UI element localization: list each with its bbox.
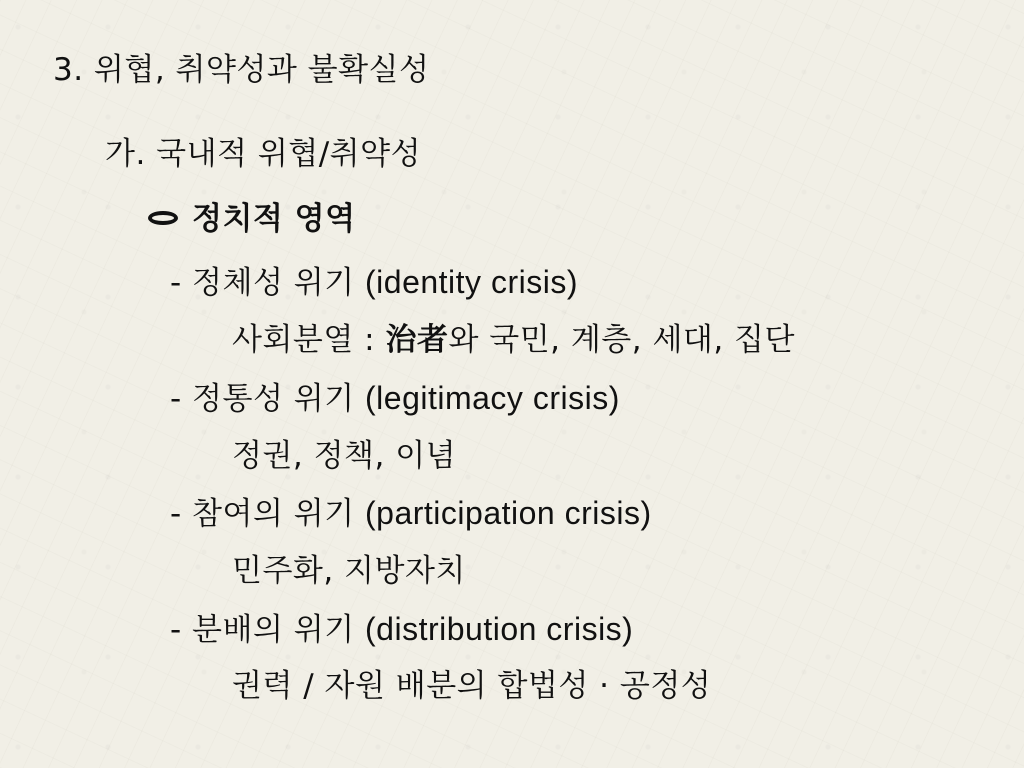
list-item-distribution xyxy=(170,609,633,650)
list-item-participation xyxy=(170,493,652,534)
detail-legitimacy: 정권, 정책, 이념 xyxy=(232,438,457,474)
hollow-oval-bullet-icon xyxy=(148,211,178,225)
item-english: (legitimacy crisis) xyxy=(365,380,620,416)
list-item-legitimacy xyxy=(170,378,620,419)
item-english: (identity crisis) xyxy=(365,264,578,300)
detail-prefix: 사회분열 : xyxy=(232,322,376,358)
detail-distribution: 권력 / 자원 배분의 합법성 · 공정성 xyxy=(232,668,712,704)
detail-participation: 민주화, 지방자치 xyxy=(232,553,466,589)
dash: - xyxy=(170,381,182,417)
item-english: (distribution crisis) xyxy=(365,611,634,647)
detail-hanja: 治者 xyxy=(385,322,449,358)
dash: - xyxy=(170,496,182,532)
section-heading xyxy=(148,199,356,239)
item-korean: 참여의 위기 xyxy=(192,496,355,532)
detail-identity xyxy=(232,320,795,360)
item-english: (participation crisis) xyxy=(365,495,652,531)
item-korean: 정체성 위기 xyxy=(192,265,355,301)
section-label: 정치적 영역 xyxy=(192,201,356,237)
dash: - xyxy=(170,265,182,301)
list-item-identity xyxy=(170,262,578,303)
item-korean: 분배의 위기 xyxy=(192,612,355,648)
subtitle: 가. 국내적 위협/취약성 xyxy=(105,136,422,172)
item-korean: 정통성 위기 xyxy=(192,381,355,417)
detail-suffix: 와 국민, 계층, 세대, 집단 xyxy=(448,322,795,358)
slide-title: 3. 위협, 취약성과 불확실성 xyxy=(53,52,430,88)
dash: - xyxy=(170,612,182,648)
